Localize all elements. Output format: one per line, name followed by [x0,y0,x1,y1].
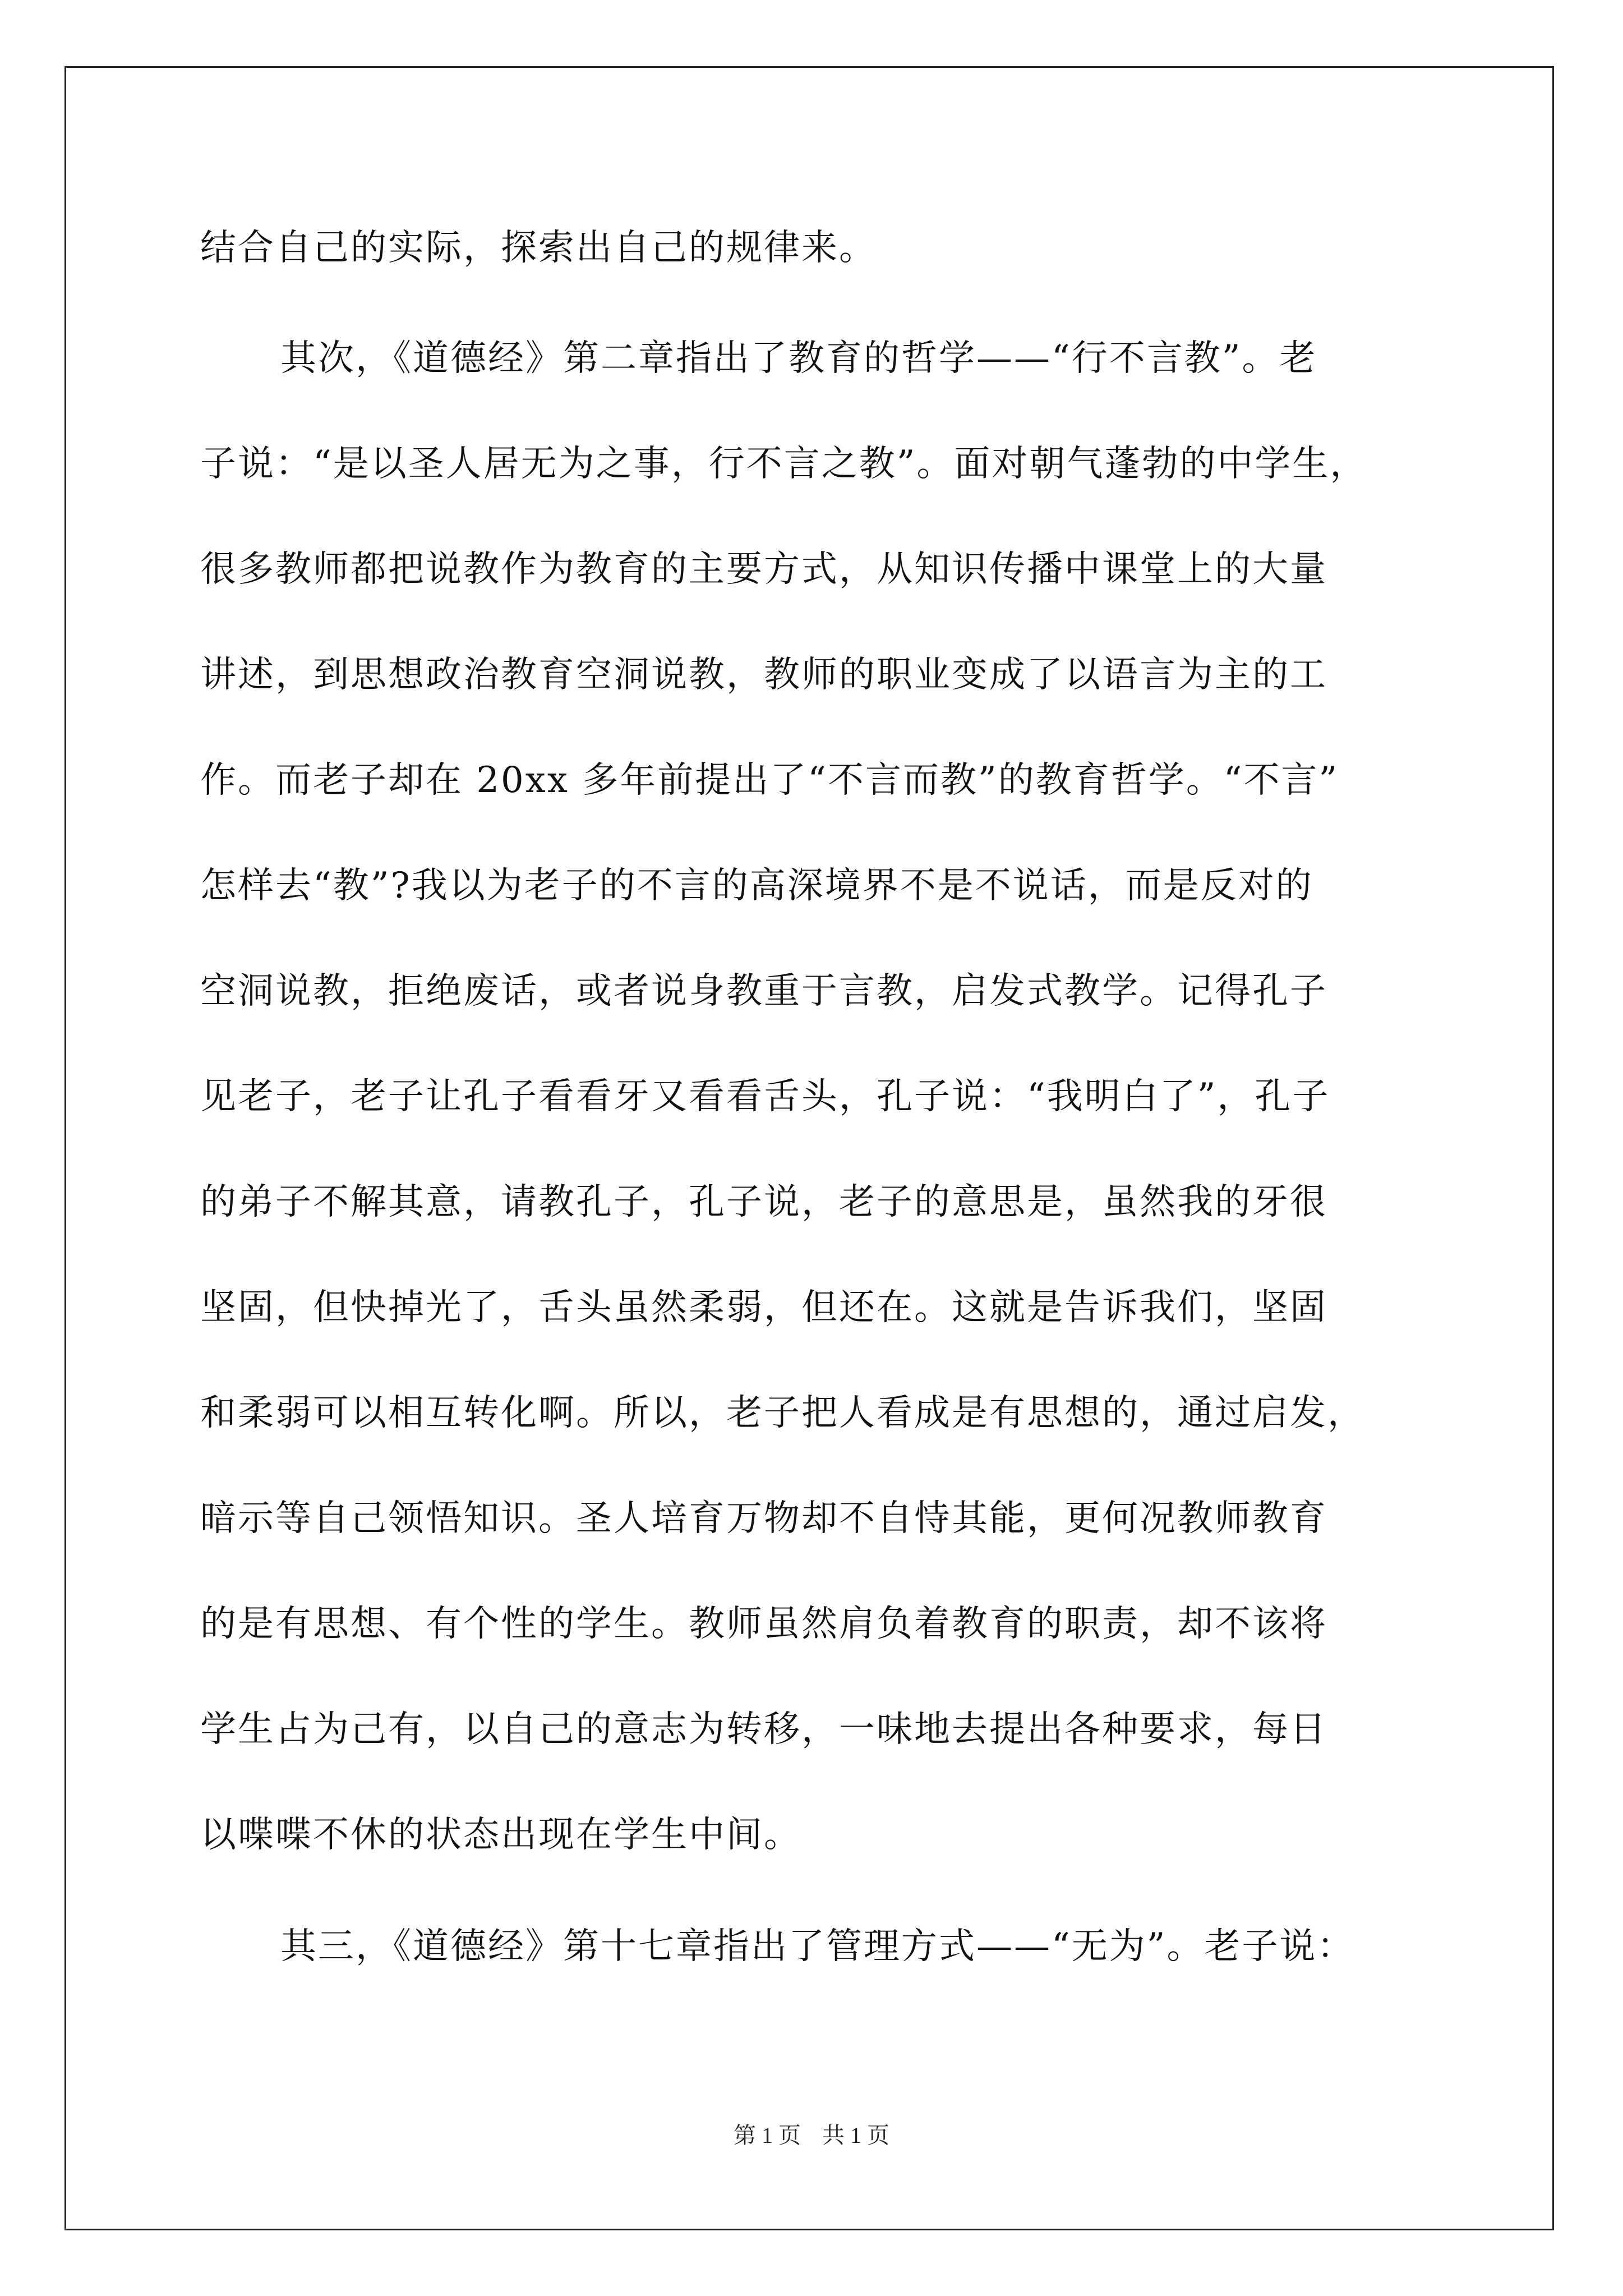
paragraph-line: 学生占为己有，以自己的意志为转移，一味地去提出各种要求，每日 [200,1709,1327,1750]
paragraph-line: 坚固，但快掉光了，舌头虽然柔弱，但还在。这就是告诉我们，坚固 [200,1287,1327,1328]
paragraph-line: 其三，《道德经》第十七章指出了管理方式——“无为”。老子说： [280,1926,1355,1967]
paragraph-line: 结合自己的实际，探索出自己的规律来。 [200,227,877,269]
paragraph-line: 其次，《道德经》第二章指出了教育的哲学——“行不言教”。老 [280,338,1317,379]
page-number: 第 1 页 [734,2123,801,2148]
paragraph-line: 很多教师都把说教作为教育的主要方式，从知识传播中课堂上的大量 [200,549,1327,590]
paragraph-line: 空洞说教，拒绝废话，或者说身教重于言教，启发式教学。记得孔子 [200,970,1327,1012]
page-total: 共 1 页 [822,2123,889,2148]
page-footer [0,2118,1623,2150]
paragraph-line: 讲述，到思想政治教育空洞说教，教师的职业变成了以语言为主的工 [200,654,1327,696]
paragraph-line: 见老子，老子让孔子看看牙又看看舌头，孔子说：“我明白了”，孔子 [200,1076,1330,1117]
paragraph-line: 子说：“是以圣人居无为之事，行不言之教”。面对朝气蓬勃的中学生， [200,443,1368,485]
page-border [64,66,1554,2230]
paragraph-line: 和柔弱可以相互转化啊。所以，老子把人看成是有思想的，通过启发， [200,1392,1365,1434]
paragraph-line: 作。而老子却在 20xx 多年前提出了“不言而教”的教育哲学。“不言” [200,760,1339,801]
paragraph-line: 的是有思想、有个性的学生。教师虽然肩负着教育的职责，却不该将 [200,1603,1327,1645]
paragraph-line: 以喋喋不休的状态出现在学生中间。 [200,1814,801,1856]
paragraph-line: 怎样去“教”?我以为老子的不言的高深境界不是不说话，而是反对的 [200,865,1313,907]
paragraph-line: 的弟子不解其意，请教孔子，孔子说，老子的意思是，虽然我的牙很 [200,1181,1327,1223]
paragraph-line: 暗示等自己领悟知识。圣人培育万物却不自恃其能，更何况教师教育 [200,1498,1327,1539]
